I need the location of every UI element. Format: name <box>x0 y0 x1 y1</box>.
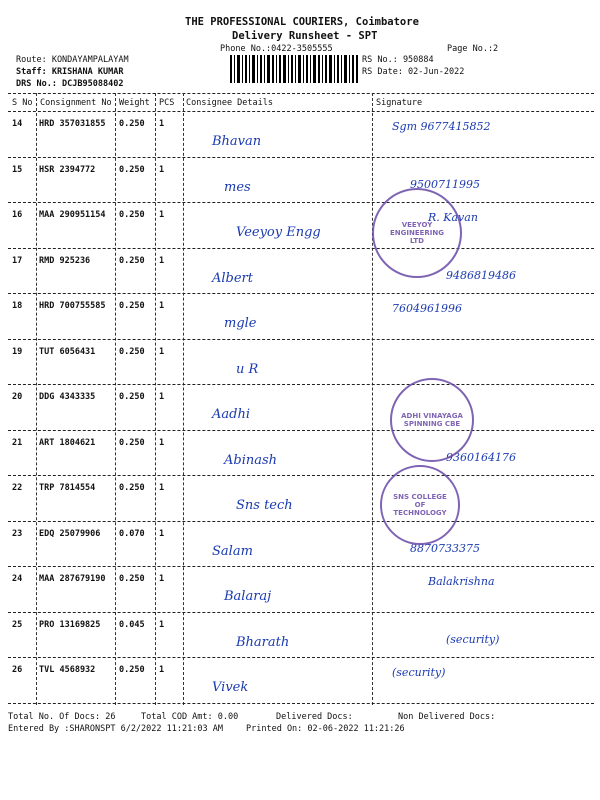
row-weight: 0.250 <box>119 255 145 266</box>
row-weight: 0.045 <box>119 619 145 630</box>
row-consignment-no: PRO 13169825 <box>39 619 101 630</box>
row-pcs: 1 <box>159 392 165 402</box>
row-sno: 20 <box>12 392 23 402</box>
company-stamp <box>372 188 462 278</box>
stamp-text: ADHI VINAYAGA SPINNING CBE <box>401 412 463 428</box>
printed-on: Printed On: 02-06-2022 11:21:26 <box>246 724 405 734</box>
row-sno: 18 <box>12 301 23 311</box>
row-weight: 0.250 <box>119 483 145 493</box>
signature-handwriting: 9500711995 <box>410 177 480 191</box>
signature-handwriting: (security) <box>446 632 500 646</box>
consignee-handwriting: Bhavan <box>212 134 262 149</box>
row-weight: 0.250 <box>119 392 145 402</box>
row-weight: 0.250 <box>119 119 145 129</box>
signature-handwriting: Sgm 9677415852 <box>392 120 491 133</box>
consignee-handwriting: Bharath <box>236 634 290 650</box>
row-weight: 0.250 <box>119 301 145 311</box>
row-weight: 0.250 <box>119 437 145 448</box>
consignee-handwriting: Vivek <box>212 680 249 695</box>
row-pcs: 1 <box>159 437 165 448</box>
col-pcs: PCS <box>159 98 175 108</box>
signature-handwriting: Balakrishna <box>428 575 495 588</box>
consignee-handwriting: Balaraj <box>224 589 272 604</box>
rs-date: RS Date: 02-Jun-2022 <box>362 67 465 77</box>
signature-handwriting: 9486819486 <box>446 268 516 282</box>
stamp-text: SNS COLLEGE OF TECHNOLOGY <box>393 493 447 517</box>
row-sno: 26 <box>12 665 23 675</box>
row-pcs: 1 <box>159 665 165 675</box>
consignee-handwriting: Salam <box>212 543 253 559</box>
row-sno: 21 <box>12 437 23 448</box>
table-row <box>0 112 600 158</box>
row-weight: 0.250 <box>119 665 145 675</box>
table-row <box>0 203 600 249</box>
entered-by: Entered By :SHARONSPT 6/2/2022 11:21:03 AM <box>8 724 223 734</box>
consignee-handwriting: Sns tech <box>236 498 293 513</box>
row-consignment-no: MAA 287679190 <box>39 574 106 584</box>
col-sno: S No <box>12 98 33 108</box>
row-pcs: 1 <box>159 301 165 311</box>
table-row <box>0 431 600 477</box>
non-delivered-docs: Non Delivered Docs: <box>398 712 496 722</box>
row-pcs: 1 <box>159 528 165 539</box>
table-row <box>0 613 600 659</box>
signature-handwriting: R. Kavan <box>428 211 478 224</box>
row-consignment-no: HSR 2394772 <box>39 164 96 175</box>
row-weight: 0.250 <box>119 574 145 584</box>
row-consignment-no: TVL 4568932 <box>39 665 96 675</box>
row-consignment-no: EDQ 25079906 <box>39 528 101 539</box>
table-row <box>0 249 600 295</box>
rs-number: RS No.: 950884 <box>362 55 434 65</box>
col-consignment: Consignment No <box>40 98 112 108</box>
row-sno: 17 <box>12 255 23 266</box>
row-sno: 25 <box>12 619 23 630</box>
row-sno: 22 <box>12 483 23 493</box>
consignee-handwriting: u R <box>236 361 259 377</box>
table-row <box>0 340 600 386</box>
table-row <box>0 294 600 340</box>
college-stamp <box>380 465 460 545</box>
delivered-docs: Delivered Docs: <box>276 712 353 722</box>
signature-handwriting: (security) <box>392 666 446 679</box>
row-sno: 19 <box>12 346 23 357</box>
route: Route: KONDAYAMPALAYAM <box>16 55 129 65</box>
consignee-handwriting: Aadhi <box>212 407 250 422</box>
signature-handwriting: 7604961996 <box>392 302 462 315</box>
table-row <box>0 476 600 522</box>
drs-number: DRS No.: DCJB95088402 <box>16 79 124 89</box>
barcode <box>230 55 358 83</box>
table-row <box>0 522 600 568</box>
sheet-title: Delivery Runsheet - SPT <box>232 30 378 42</box>
col-signature: Signature <box>376 98 423 108</box>
row-weight: 0.250 <box>119 346 145 357</box>
row-consignment-no: DDG 4343335 <box>39 392 96 402</box>
page-number: Page No.:2 <box>447 44 499 54</box>
row-sno: 16 <box>12 210 23 220</box>
consignee-handwriting: mgle <box>224 316 257 331</box>
total-cod: Total COD Amt: 0.00 <box>141 712 239 722</box>
staff: Staff: KRISHANA KUMAR <box>16 67 124 77</box>
col-weight: Weight <box>119 98 150 108</box>
row-consignment-no: MAA 290951154 <box>39 210 106 220</box>
company-stamp <box>390 378 474 462</box>
row-pcs: 1 <box>159 119 165 129</box>
row-pcs: 1 <box>159 346 165 357</box>
table-row <box>0 385 600 431</box>
company-name: THE PROFESSIONAL COURIERS, Coimbatore <box>185 16 419 28</box>
row-pcs: 1 <box>159 255 165 266</box>
row-pcs: 1 <box>159 164 165 175</box>
header-rule-top <box>8 93 594 94</box>
table-row <box>0 658 600 704</box>
row-consignment-no: TUT 6056431 <box>39 346 96 357</box>
consignee-handwriting: Abinash <box>224 452 278 468</box>
row-weight: 0.250 <box>119 164 145 175</box>
col-consignee: Consignee Details <box>186 98 273 108</box>
row-sno: 24 <box>12 574 23 584</box>
stamp-text: VEEYOY ENGINEERING LTD <box>389 221 444 245</box>
consignee-handwriting: Albert <box>212 270 253 286</box>
row-pcs: 1 <box>159 574 165 584</box>
row-weight: 0.250 <box>119 210 145 220</box>
row-weight: 0.070 <box>119 528 145 539</box>
phone-number: Phone No.:0422-3505555 <box>220 44 333 54</box>
total-docs: Total No. Of Docs: 26 <box>8 712 116 722</box>
consignee-handwriting: mes <box>224 179 251 195</box>
table-row <box>0 158 600 204</box>
row-consignment-no: TRP 7814554 <box>39 483 96 493</box>
table-row <box>0 567 600 613</box>
row-consignment-no: HRD 700755585 <box>39 301 106 311</box>
row-divider <box>8 703 594 704</box>
row-sno: 15 <box>12 164 23 175</box>
signature-handwriting: 8870733375 <box>410 541 480 555</box>
row-consignment-no: ART 1804621 <box>39 437 96 448</box>
row-pcs: 1 <box>159 483 165 493</box>
row-sno: 23 <box>12 528 23 539</box>
row-sno: 14 <box>12 119 23 129</box>
consignee-handwriting: Veeyoy Engg <box>236 225 321 240</box>
signature-handwriting: 9360164176 <box>446 450 516 464</box>
row-consignment-no: RMD 925236 <box>39 255 91 266</box>
row-pcs: 1 <box>159 619 165 630</box>
row-pcs: 1 <box>159 210 165 220</box>
row-consignment-no: HRD 357031855 <box>39 119 106 129</box>
